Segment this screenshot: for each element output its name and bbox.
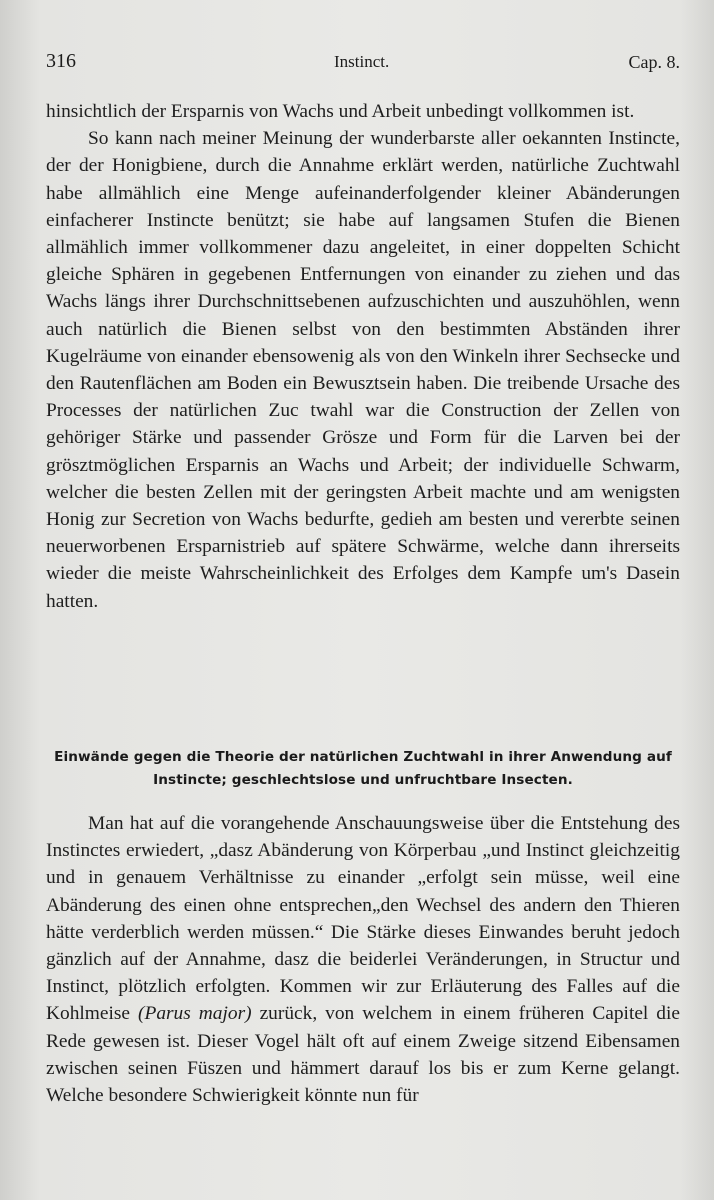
section-heading bbox=[40, 746, 686, 792]
body-text-lower bbox=[46, 810, 680, 1109]
paragraph-objections-text-start: Man hat auf die vorangehende Anschauungsweise über die Entstehung des Instinctes erwiedert, „dasz Abänderung von Körperbau „und Instinct gleichzeitig und in genauem Verhältnisse zu einander „erfolgt sein müsse, weil eine Abänderung des einen ohne entsprechen„den Wechsel des andern den Thieren hätte verderblich werden müssen.“ Die Stärke dieses Einwandes beruht jedoch gänzlich auf der Annahme, dasz die beiderlei Veränderungen, in Structur und Instinct, plötzlich erfolgten. Kommen wir zur Erläuterung des Falles auf die Kohlmeise bbox=[46, 813, 680, 1025]
species-name-italic: (Parus major) bbox=[138, 1003, 252, 1025]
section-heading-line-2: Instincte; geschlechtslose und unfruchtbare Insecten. bbox=[153, 772, 573, 788]
paragraph-honeybee-instinct: So kann nach meiner Meinung der wunderbarste aller oekannten Instincte, der der Honigbiene, durch die Annahme erklärt werden, natürliche Zuchtwahl habe allmählich eine Menge aufeinanderfolgender kleiner Abänderungen einfacherer Instincte benützt; sie habe auf langsamen Stufen die Bienen allmählich immer vollkommener dazu angeleitet, in einer doppelten Schicht gleiche Sphären in gegebenen Entfernungen von einander zu ziehen und das Wachs längs ihrer Durchschnittsebenen aufzuschichten und auszuhöhlen, wenn auch natürlich die Bienen selbst von den bestimmten Abständen ihrer Kugelräume von einander ebensowenig als von den Winkeln ihrer Sechsecke und den Rautenflächen am Boden ein Bewusztsein haben. Die treibende Ursache des Processes der natürlichen Zuc twahl war die Construction der Zellen von gehöriger Stärke und passender Grösze und Form für die Larven bei der grösztmöglichen Ersparnis an Wachs und Arbeit; der individuelle Schwarm, welcher die besten Zellen mit der geringsten Arbeit machte und am wenigsten Honig zur Secretion von Wachs bedurfte, gedieh am besten und vererbte seinen neuerworbenen Ersparnistrieb auf spätere Schwärme, welche dann ihrerseits wieder die meiste Wahrscheinlichkeit des Erfolges dem Kampfe um's Dasein hatten. bbox=[46, 128, 680, 612]
paragraph-objections-text-end: zurück, von welchem in einem früheren Capitel die Rede gewesen ist. Dieser Vogel hält oft auf einem Zweige sitzend Eibensamen zwischen seinen Füszen und hämmert darauf los bis er zum Kerne gelangt. Welche besondere Schwierigkeit könnte nun für bbox=[46, 1003, 680, 1107]
paragraph-continuation: hinsichtlich der Ersparnis von Wachs und Arbeit unbedingt vollkommen ist. bbox=[46, 101, 635, 122]
chapter-reference: Cap. 8. bbox=[628, 52, 680, 72]
section-heading-line-1: Einwände gegen die Theorie der natürlichen Zuchtwahl in ihrer Anwendung auf bbox=[54, 749, 672, 765]
body-text-upper bbox=[46, 98, 680, 615]
running-head bbox=[46, 50, 680, 80]
page-number: 316 bbox=[46, 50, 76, 72]
paragraph-objections bbox=[46, 810, 680, 1109]
running-title: Instinct. bbox=[334, 52, 390, 71]
